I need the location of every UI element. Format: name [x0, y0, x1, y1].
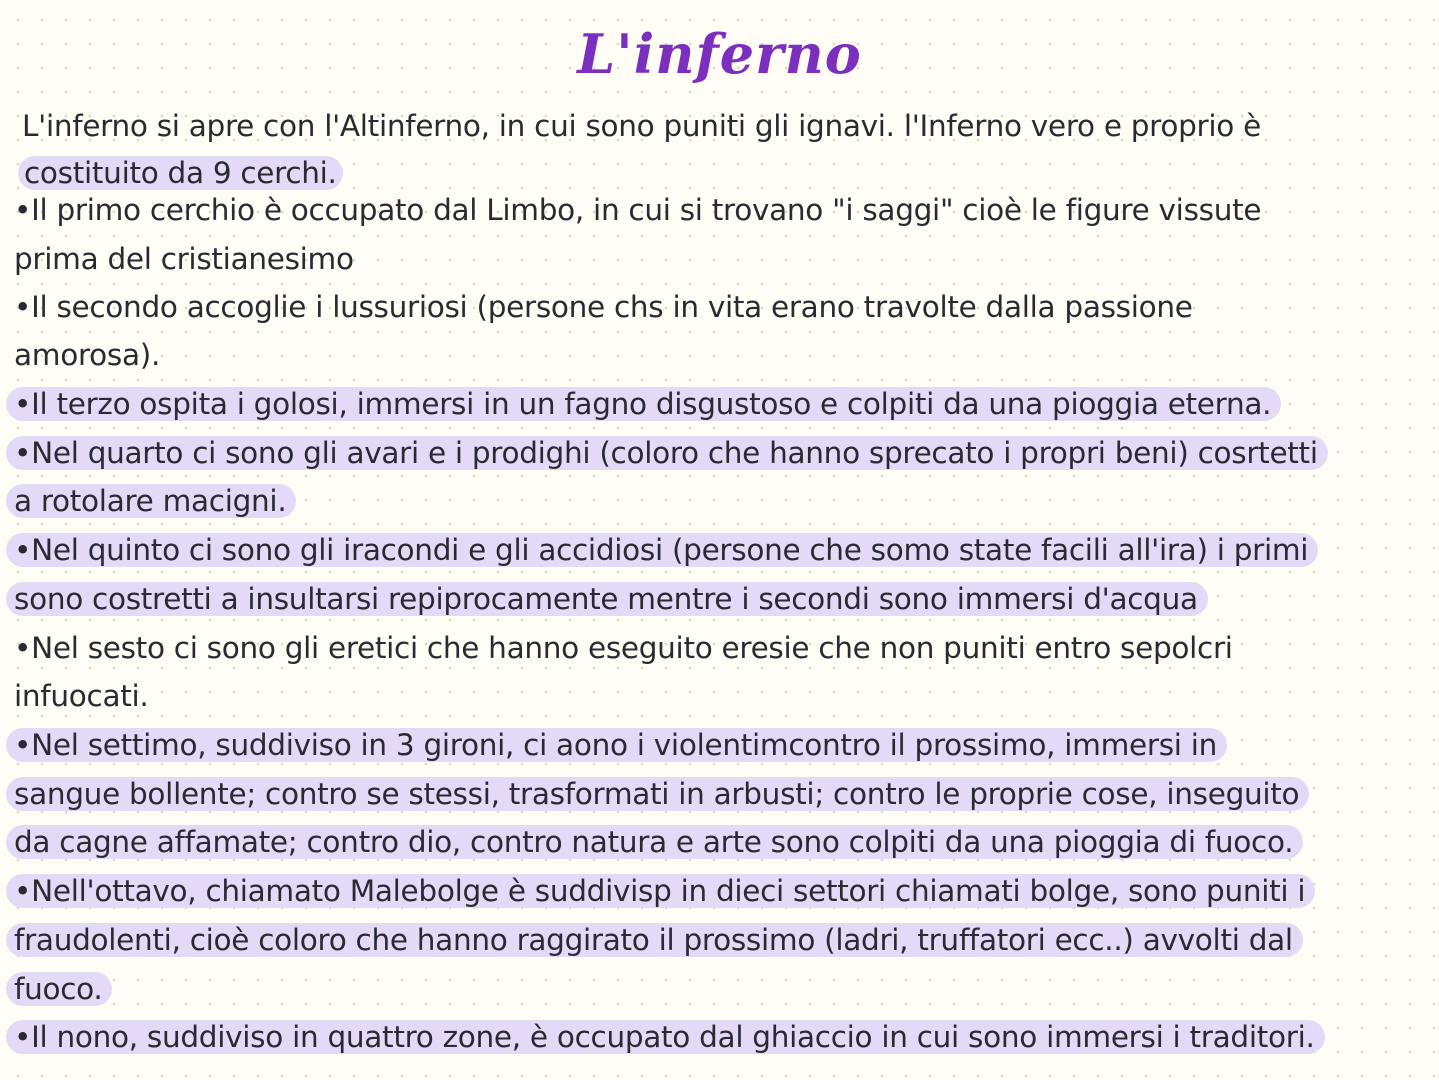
highlighted-text: fraudolenti, cioè coloro che hanno raggirato il prossimo (ladri, truffatori ecc..) avvolti dal: [6, 923, 1303, 957]
highlighted-text: fuoco.: [6, 972, 112, 1006]
note-line: [14, 868, 1315, 914]
note-line: [14, 1014, 1325, 1060]
page-title: L'inferno: [577, 22, 862, 86]
note-text: prima del cristianesimo: [14, 242, 354, 276]
note-text: •Il primo cerchio è occupato dal Limbo, in cui si trovano "i saggi" cioè le figure vissute: [14, 193, 1262, 227]
note-text: •Nel sesto ci sono gli eretici che hanno eseguito eresie che non puniti entro sepolcri: [14, 631, 1233, 665]
note-line: [14, 576, 1208, 622]
highlighted-text: •Il terzo ospita i golosi, immersi in un fagno disgustoso e colpiti da una pioggia eterna.: [6, 387, 1281, 421]
note-line: [14, 625, 1233, 671]
note-line: [14, 527, 1318, 573]
note-line: [14, 381, 1281, 427]
highlighted-text: a rotolare macigni.: [6, 484, 296, 518]
note-text: L'inferno si apre con l'Altinferno, in cui sono puniti gli ignavi. l'Inferno vero e proprio è: [22, 109, 1261, 143]
highlighted-text: sangue bollente; contro se stessi, trasformati in arbusti; contro le proprie cose, inseguito: [6, 777, 1309, 811]
highlighted-text: •Nel settimo, suddiviso in 3 gironi, ci aono i violentimcontro il prossimo, immersi in: [6, 728, 1227, 762]
note-line: [14, 478, 296, 524]
note-line: [14, 819, 1303, 865]
highlighted-text: •Nell'ottavo, chiamato Malebolge è suddivisp in dieci settori chiamati bolge, sono puniti i: [6, 874, 1315, 908]
note-line: [14, 966, 112, 1012]
note-line: [14, 430, 1328, 476]
note-text: amorosa).: [14, 338, 161, 372]
highlighted-text: •Nel quinto ci sono gli iracondi e gli accidiosi (persone che somo state facili all'ira) i primi: [6, 533, 1318, 567]
highlighted-text: •Nel quarto ci sono gli avari e i prodighi (coloro che hanno sprecato i propri beni) cosrtetti: [6, 436, 1328, 470]
note-line: [14, 332, 160, 378]
note-line: [14, 236, 354, 282]
note-line: [14, 917, 1303, 963]
note-line: [14, 187, 1261, 233]
highlighted-text: da cagne affamate; contro dio, contro natura e arte sono colpiti da una pioggia di fuoco.: [6, 825, 1303, 859]
highlighted-text: costituito da 9 cerchi.: [18, 156, 343, 190]
highlighted-text: sono costretti a insultarsi repiprocamente mentre i secondi sono immersi d'acqua: [6, 582, 1208, 616]
note-line: [14, 673, 148, 719]
note-line: [22, 103, 1261, 149]
note-text: •Il secondo accoglie i lussuriosi (persone chs in vita erano travolte dalla passione: [14, 290, 1193, 324]
highlighted-text: •Il nono, suddiviso in quattro zone, è occupato dal ghiaccio in cui sono immersi i traditori.: [6, 1020, 1325, 1054]
note-line: [14, 722, 1227, 768]
note-text: infuocati.: [14, 679, 149, 713]
note-line: [14, 284, 1193, 330]
note-line: [14, 771, 1309, 817]
